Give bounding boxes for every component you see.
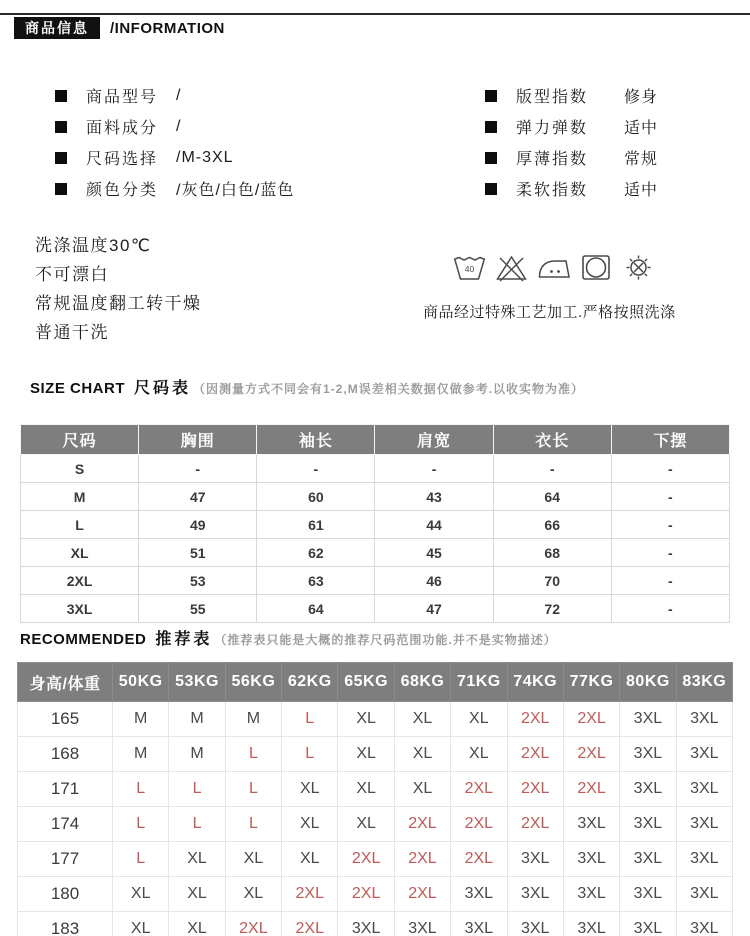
- recommended-row: [18, 842, 733, 877]
- size-chart-cell: -: [611, 455, 729, 483]
- size-chart-cell: L: [21, 511, 139, 539]
- recommended-size-cell: 2XL: [394, 807, 450, 842]
- recommended-size-cell: L: [169, 772, 225, 807]
- attribute-column-right: [485, 80, 658, 204]
- recommended-size-cell: 3XL: [676, 702, 732, 737]
- size-chart-cell: 47: [375, 595, 493, 623]
- size-chart-cell: -: [375, 455, 493, 483]
- recommended-size-cell: M: [169, 702, 225, 737]
- washing-instructions: [35, 231, 202, 347]
- attr-value: 常规: [624, 151, 659, 168]
- recommended-body: [18, 702, 733, 936]
- recommended-size-cell: M: [169, 737, 225, 772]
- attr-value: /: [176, 117, 182, 135]
- recommended-col-header: 50KG: [113, 663, 169, 702]
- size-chart-cell: 68: [493, 539, 611, 567]
- attr-label: 商品型号: [86, 89, 159, 106]
- size-chart-header-row: [21, 425, 730, 455]
- size-chart-cell: -: [139, 455, 257, 483]
- recommended-size-cell: 2XL: [282, 877, 338, 912]
- size-chart-cell: 2XL: [21, 567, 139, 595]
- size-chart-col-header: 尺码: [21, 425, 139, 455]
- recommended-size-cell: 2XL: [394, 842, 450, 877]
- recommended-size-cell: 2XL: [563, 772, 619, 807]
- recommended-size-cell: 2XL: [507, 772, 563, 807]
- size-chart-cell: -: [611, 595, 729, 623]
- recommended-height-cell: 177: [18, 842, 113, 877]
- square-bullet-icon: [55, 121, 67, 133]
- recommended-col-header: 身高/体重: [18, 663, 113, 702]
- square-bullet-icon: [485, 152, 497, 164]
- size-chart-cell: 63: [257, 567, 375, 595]
- recommended-size-cell: 2XL: [507, 737, 563, 772]
- recommended-size-cell: L: [225, 807, 281, 842]
- recommended-size-cell: 3XL: [563, 807, 619, 842]
- recommended-size-cell: 2XL: [451, 807, 507, 842]
- recommended-size-cell: 2XL: [394, 877, 450, 912]
- no-bleach-icon: [494, 252, 529, 283]
- size-chart-cell: 47: [139, 483, 257, 511]
- attr-label: 版型指数: [516, 89, 589, 106]
- size-chart-title-en: SIZE CHART: [30, 380, 125, 397]
- size-chart-col-header: 肩宽: [375, 425, 493, 455]
- recommended-size-cell: L: [225, 772, 281, 807]
- attr-value: /M-3XL: [176, 148, 234, 166]
- size-chart-cell: 64: [257, 595, 375, 623]
- recommended-size-cell: 3XL: [676, 772, 732, 807]
- attr-value: /灰色/白色/蓝色: [176, 182, 295, 199]
- attr-row-model: [55, 80, 455, 111]
- recommended-row: [18, 737, 733, 772]
- recommended-size-cell: L: [282, 737, 338, 772]
- size-chart-row: [21, 595, 730, 623]
- size-chart-cell: 61: [257, 511, 375, 539]
- size-chart-cell: 49: [139, 511, 257, 539]
- recommended-size-cell: XL: [338, 737, 394, 772]
- recommended-size-cell: M: [225, 702, 281, 737]
- attribute-section: [0, 80, 750, 204]
- size-chart-cell: -: [611, 539, 729, 567]
- size-chart-row: [21, 483, 730, 511]
- size-chart-body: [21, 455, 730, 623]
- recommended-size-cell: XL: [113, 912, 169, 936]
- size-chart-row: [21, 539, 730, 567]
- square-bullet-icon: [55, 152, 67, 164]
- recommended-size-cell: XL: [169, 877, 225, 912]
- recommended-title-en: RECOMMENDED: [20, 631, 147, 648]
- recommended-col-header: 65KG: [338, 663, 394, 702]
- recommended-size-cell: XL: [225, 842, 281, 877]
- iron-icon: [536, 252, 572, 283]
- size-chart-subtitle: （因测量方式不同会有1-2,M误差相关数据仅做参考.以收实物为准）: [193, 382, 585, 396]
- size-chart-cell: 72: [493, 595, 611, 623]
- recommended-size-cell: 3XL: [563, 912, 619, 936]
- size-chart-col-header: 袖长: [257, 425, 375, 455]
- recommended-size-cell: M: [113, 702, 169, 737]
- size-chart-col-header: 胸围: [139, 425, 257, 455]
- recommended-size-cell: 2XL: [451, 842, 507, 877]
- recommended-size-cell: 3XL: [620, 912, 676, 936]
- square-bullet-icon: [55, 90, 67, 102]
- size-chart-cell: 44: [375, 511, 493, 539]
- square-bullet-icon: [485, 121, 497, 133]
- recommended-height-cell: 165: [18, 702, 113, 737]
- size-chart-cell: -: [493, 455, 611, 483]
- attr-row-thickness: [485, 142, 658, 173]
- recommended-size-cell: XL: [394, 737, 450, 772]
- square-bullet-icon: [485, 183, 497, 195]
- recommended-size-cell: 3XL: [507, 877, 563, 912]
- size-chart-col-header: 下摆: [611, 425, 729, 455]
- recommended-header-row: [18, 663, 733, 702]
- recommended-table: [17, 662, 733, 936]
- recommended-size-cell: 2XL: [563, 737, 619, 772]
- recommended-title: [20, 626, 557, 649]
- care-icons: [452, 252, 656, 283]
- size-chart-cell: 62: [257, 539, 375, 567]
- recommended-col-header: 68KG: [394, 663, 450, 702]
- size-chart-cell: 3XL: [21, 595, 139, 623]
- attr-label: 尺码选择: [86, 151, 159, 168]
- recommended-size-cell: XL: [451, 702, 507, 737]
- attribute-column-left: [55, 80, 455, 204]
- recommended-size-cell: 3XL: [676, 912, 732, 936]
- size-chart-cell: 60: [257, 483, 375, 511]
- recommended-size-cell: XL: [338, 702, 394, 737]
- recommended-size-cell: L: [113, 807, 169, 842]
- recommended-size-cell: XL: [169, 842, 225, 877]
- attr-label: 颜色分类: [86, 182, 159, 199]
- attr-value: /: [176, 86, 182, 104]
- recommended-size-cell: XL: [338, 807, 394, 842]
- care-note: 商品经过特殊工艺加工.严格按照洗涤: [423, 304, 676, 321]
- size-chart-cell: M: [21, 483, 139, 511]
- attr-row-color: [55, 173, 455, 204]
- size-chart-cell: 70: [493, 567, 611, 595]
- recommended-col-header: 77KG: [563, 663, 619, 702]
- size-chart-title-cn: 尺码表: [134, 380, 192, 397]
- size-chart-cell: 66: [493, 511, 611, 539]
- page-header: [14, 17, 225, 39]
- attr-label: 弹力弹数: [516, 120, 589, 137]
- recommended-size-cell: XL: [451, 737, 507, 772]
- recommended-subtitle: （推荐表只能是大概的推荐尺码范围功能.并不是实物描述）: [214, 633, 557, 647]
- recommended-row: [18, 772, 733, 807]
- recommended-size-cell: 3XL: [394, 912, 450, 936]
- recommended-height-cell: 171: [18, 772, 113, 807]
- size-chart-cell: 43: [375, 483, 493, 511]
- page-title: /INFORMATION: [110, 19, 225, 37]
- recommended-size-cell: 3XL: [563, 877, 619, 912]
- recommended-size-cell: 3XL: [563, 842, 619, 877]
- recommended-size-cell: 2XL: [451, 772, 507, 807]
- recommended-size-cell: 3XL: [620, 877, 676, 912]
- recommended-size-cell: 3XL: [620, 807, 676, 842]
- recommended-size-cell: 3XL: [620, 772, 676, 807]
- recommended-row: [18, 912, 733, 936]
- recommended-height-cell: 168: [18, 737, 113, 772]
- attr-row-fit: [485, 80, 658, 111]
- size-chart-title: [30, 375, 584, 398]
- size-chart-table: [20, 424, 730, 623]
- recommended-col-header: 83KG: [676, 663, 732, 702]
- recommended-col-header: 53KG: [169, 663, 225, 702]
- recommended-size-cell: 3XL: [676, 877, 732, 912]
- recommended-size-cell: 2XL: [282, 912, 338, 936]
- size-chart-cell: -: [611, 567, 729, 595]
- washing-line: 不可漂白: [35, 265, 109, 284]
- square-bullet-icon: [55, 183, 67, 195]
- recommended-size-cell: 3XL: [620, 737, 676, 772]
- recommended-title-cn: 推荐表: [155, 631, 213, 648]
- washing-line: 普通干洗: [35, 323, 109, 342]
- square-bullet-icon: [485, 90, 497, 102]
- size-chart-cell: XL: [21, 539, 139, 567]
- size-chart-col-header: 衣长: [493, 425, 611, 455]
- attr-label: 柔软指数: [516, 182, 589, 199]
- recommended-size-cell: 2XL: [338, 842, 394, 877]
- recommended-size-cell: 2XL: [507, 702, 563, 737]
- recommended-height-cell: 183: [18, 912, 113, 936]
- attr-value: 适中: [624, 120, 659, 137]
- recommended-size-cell: 3XL: [451, 912, 507, 936]
- attr-row-size-select: [55, 142, 455, 173]
- recommended-row: [18, 702, 733, 737]
- recommended-size-cell: L: [225, 737, 281, 772]
- tumble-dry-icon: [579, 252, 614, 283]
- recommended-size-cell: 3XL: [338, 912, 394, 936]
- size-chart-cell: S: [21, 455, 139, 483]
- recommended-size-cell: 3XL: [507, 912, 563, 936]
- recommended-size-cell: 2XL: [563, 702, 619, 737]
- attr-value: 适中: [624, 182, 659, 199]
- washing-line: 洗涤温度30℃: [35, 236, 152, 255]
- size-chart-cell: 55: [139, 595, 257, 623]
- recommended-col-header: 74KG: [507, 663, 563, 702]
- recommended-size-cell: 2XL: [225, 912, 281, 936]
- washing-line: 常规温度翻工转干燥: [35, 294, 202, 313]
- recommended-size-cell: L: [169, 807, 225, 842]
- recommended-size-cell: XL: [169, 912, 225, 936]
- recommended-size-cell: 3XL: [676, 737, 732, 772]
- size-chart-cell: 53: [139, 567, 257, 595]
- recommended-size-cell: L: [113, 772, 169, 807]
- size-chart-row: [21, 511, 730, 539]
- recommended-row: [18, 877, 733, 912]
- recommended-size-cell: XL: [282, 842, 338, 877]
- wash-40-icon: [452, 252, 487, 283]
- size-chart-cell: 51: [139, 539, 257, 567]
- size-chart-cell: 46: [375, 567, 493, 595]
- size-chart-cell: -: [611, 511, 729, 539]
- recommended-size-cell: 2XL: [338, 877, 394, 912]
- recommended-size-cell: L: [282, 702, 338, 737]
- recommended-size-cell: XL: [225, 877, 281, 912]
- info-badge: 商品信息: [14, 17, 100, 39]
- svg-text:40: 40: [464, 264, 475, 274]
- attr-row-stretch: [485, 111, 658, 142]
- recommended-row: [18, 807, 733, 842]
- recommended-col-header: 56KG: [225, 663, 281, 702]
- recommended-size-cell: XL: [282, 772, 338, 807]
- recommended-height-cell: 174: [18, 807, 113, 842]
- recommended-size-cell: M: [113, 737, 169, 772]
- size-chart-cell: -: [611, 483, 729, 511]
- sun-dry-icon: [621, 252, 656, 283]
- recommended-size-cell: 3XL: [676, 807, 732, 842]
- recommended-col-header: 62KG: [282, 663, 338, 702]
- recommended-size-cell: XL: [394, 772, 450, 807]
- size-chart-row: [21, 567, 730, 595]
- attr-row-fabric: [55, 111, 455, 142]
- attr-row-softness: [485, 173, 658, 204]
- recommended-col-header: 71KG: [451, 663, 507, 702]
- size-chart-row: [21, 455, 730, 483]
- recommended-size-cell: 3XL: [620, 842, 676, 877]
- recommended-size-cell: XL: [338, 772, 394, 807]
- attr-value: 修身: [624, 89, 659, 106]
- recommended-size-cell: XL: [113, 877, 169, 912]
- recommended-size-cell: L: [113, 842, 169, 877]
- recommended-size-cell: 2XL: [507, 807, 563, 842]
- recommended-size-cell: XL: [282, 807, 338, 842]
- top-divider: [0, 13, 750, 15]
- recommended-size-cell: 3XL: [620, 702, 676, 737]
- recommended-height-cell: 180: [18, 877, 113, 912]
- recommended-size-cell: 3XL: [507, 842, 563, 877]
- size-chart-cell: -: [257, 455, 375, 483]
- size-chart-cell: 64: [493, 483, 611, 511]
- recommended-col-header: 80KG: [620, 663, 676, 702]
- size-chart-cell: 45: [375, 539, 493, 567]
- recommended-size-cell: 3XL: [451, 877, 507, 912]
- attr-label: 厚薄指数: [516, 151, 589, 168]
- recommended-size-cell: 3XL: [676, 842, 732, 877]
- attr-label: 面料成分: [86, 120, 159, 137]
- recommended-size-cell: XL: [394, 702, 450, 737]
